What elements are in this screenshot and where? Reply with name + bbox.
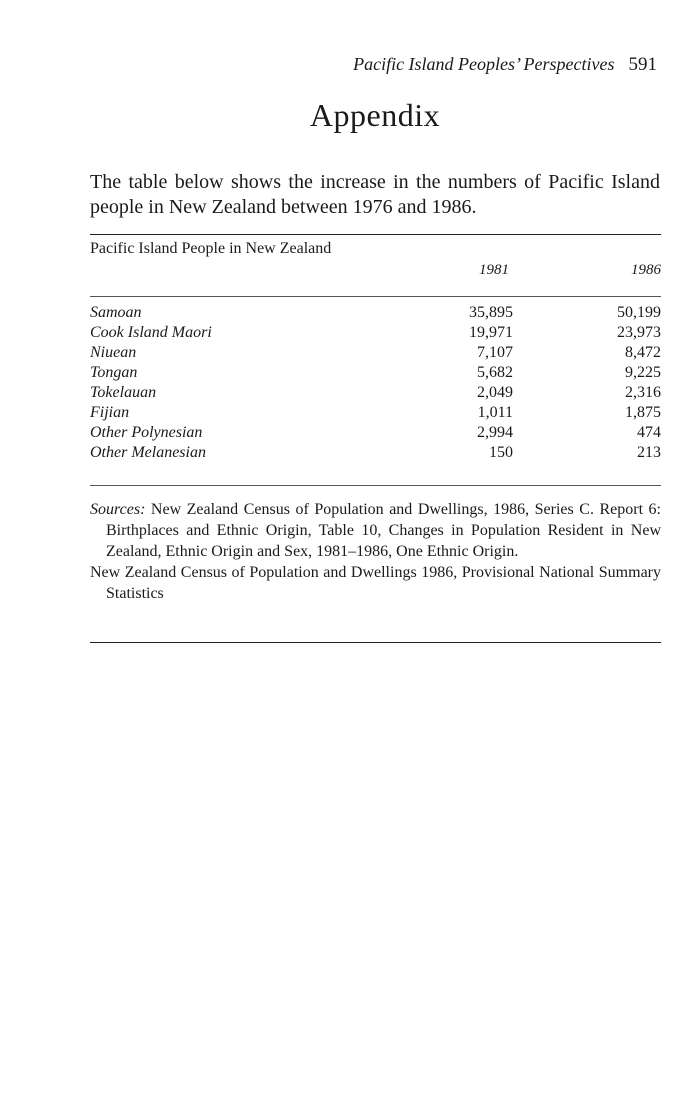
value-1986: 8,472: [625, 344, 661, 361]
value-1981: 2,049: [477, 384, 513, 401]
table-row: [90, 304, 661, 324]
value-1986: 1,875: [625, 404, 661, 421]
source-text: New Zealand Census of Population and Dwellings 1986, Provisional National Summary Statistics: [90, 564, 661, 602]
sources-label: Sources:: [90, 501, 146, 518]
value-1981: 1,011: [477, 404, 513, 421]
page-number: 591: [628, 54, 657, 75]
sources-note: [90, 499, 661, 604]
value-1981: 7,107: [477, 344, 513, 361]
source-entry: [90, 499, 661, 562]
value-1986: 50,199: [617, 304, 661, 321]
table-header-rule: [90, 296, 661, 297]
table-row: [90, 384, 661, 404]
row-label: Tokelauan: [90, 384, 157, 401]
table-row: [90, 404, 661, 424]
running-head: [0, 54, 657, 76]
row-label: Other Polynesian: [90, 424, 203, 441]
running-head-title: Pacific Island Peoples’ Perspectives: [353, 54, 615, 74]
row-label: Tongan: [90, 364, 138, 381]
value-1981: 2,994: [477, 424, 513, 441]
page-bottom-rule: [90, 642, 661, 643]
value-1986: 2,316: [625, 384, 661, 401]
table-row: [90, 424, 661, 444]
value-1986: 474: [637, 424, 661, 441]
source-entry: [90, 562, 661, 604]
value-1981: 35,895: [469, 304, 513, 321]
table-row: [90, 444, 661, 464]
row-label: Niuean: [90, 344, 137, 361]
value-1986: 23,973: [617, 324, 661, 341]
column-header-1986: 1986: [631, 262, 661, 278]
table-row: [90, 324, 661, 344]
value-1986: 213: [637, 444, 661, 461]
table-top-rule: [90, 234, 661, 235]
row-label: Other Melanesian: [90, 444, 206, 461]
value-1981: 19,971: [469, 324, 513, 341]
value-1981: 5,682: [477, 364, 513, 381]
table-bottom-rule: [90, 485, 661, 486]
intro-paragraph: The table below shows the increase in the numbers of Pacific Island people in New Zealand between 1976 and 1986.: [90, 171, 660, 218]
appendix-heading: Appendix: [309, 97, 441, 133]
row-label: Fijian: [90, 404, 130, 421]
value-1981: 150: [489, 444, 513, 461]
row-label: Cook Island Maori: [90, 324, 212, 341]
table-row: [90, 344, 661, 364]
value-1986: 9,225: [625, 364, 661, 381]
column-header-1981: 1981: [479, 262, 509, 278]
table-caption: Pacific Island People in New Zealand: [90, 240, 332, 257]
source-text: New Zealand Census of Population and Dwellings, 1986, Series C. Report 6: Birthplaces and Ethnic Origin, Table 10, Changes in Population Resident in New Zealand, Ethnic Origin and Sex, 1981–1986, One Ethnic Origin.: [106, 501, 662, 560]
table-row: [90, 364, 661, 384]
row-label: Samoan: [90, 304, 142, 321]
